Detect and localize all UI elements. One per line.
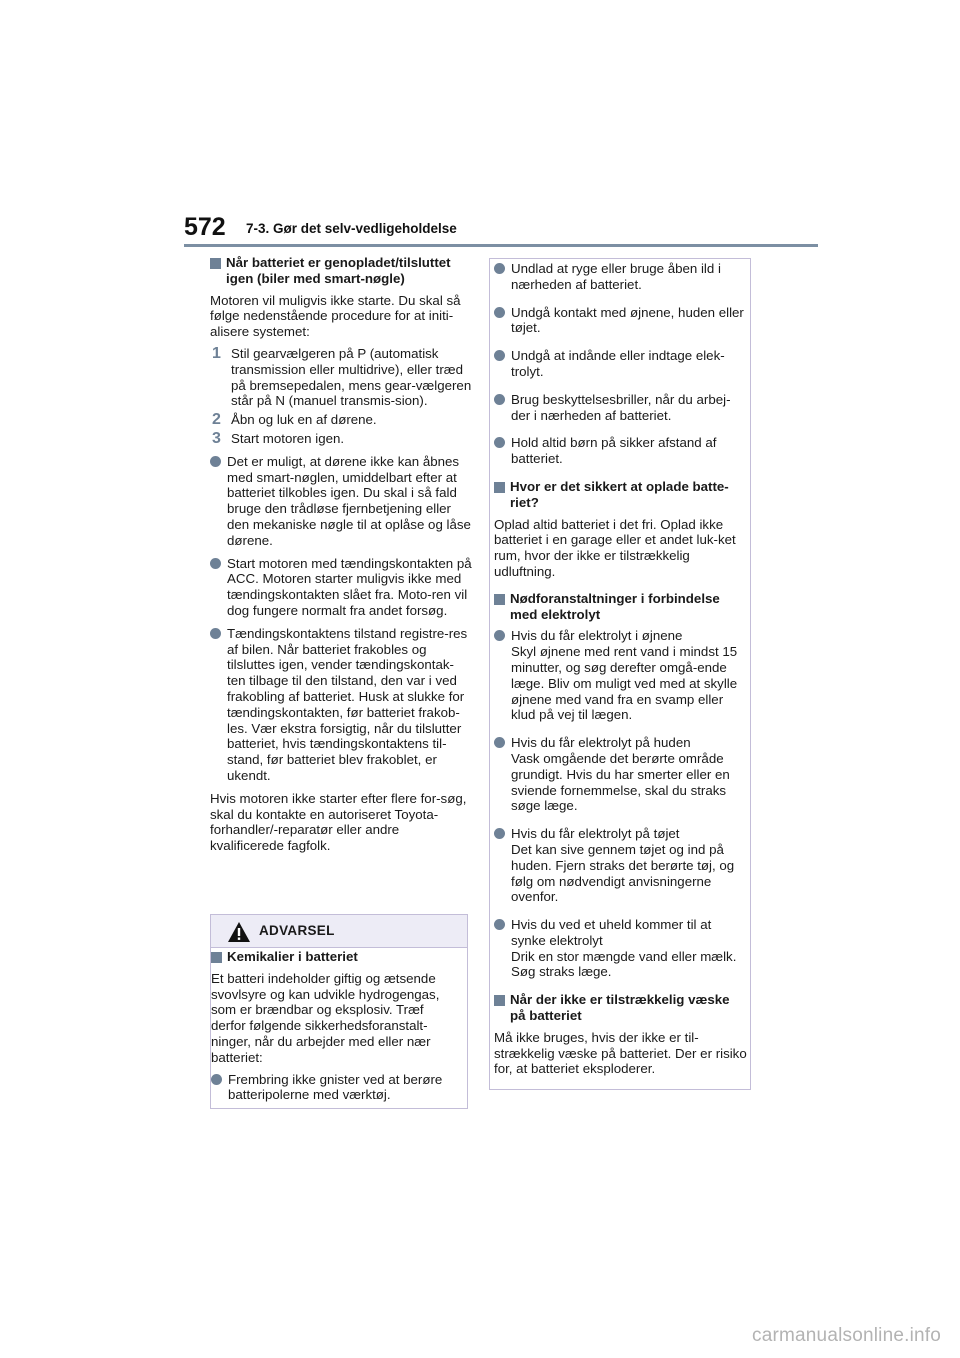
bullet-item xyxy=(494,735,748,814)
square-bullet-icon xyxy=(494,995,505,1006)
round-bullet-icon xyxy=(494,350,505,361)
square-bullet-icon xyxy=(494,482,505,493)
bullet-text: Det kan sive gennem tøjet og ind på huden. Fjern straks det berørte tøj, og følg om nødvendigt anvisningerne ovenfor. xyxy=(511,841,735,905)
warning-paragraph: Et batteri indeholder giftig og ætsende svovlsyre og kan udvikle hydrogengas, som er brændbar og eksplosiv. Træf derfor følgende sikkerhedsforanstalt-ninger, når du arbejder med eller nær batteriet: xyxy=(211,970,440,1065)
subheading-where-charge xyxy=(494,479,748,511)
closing-paragraph: Hvis motoren ikke starter efter flere for-søg, skal du kontakte en autoriseret Toyota-forhandler/-reparatør eller andre kvalificerede fagfolk. xyxy=(210,790,467,854)
round-bullet-icon xyxy=(494,307,505,318)
step-text: Stil gearvælgeren på P (automatisk transmission eller multidrive), eller træd på bremsepedalen, mens gear-vælgeren står på N (manuel transmis-sion). xyxy=(231,345,472,409)
warning-heading-text: Kemikalier i batteriet xyxy=(227,949,358,964)
step-item xyxy=(210,346,472,409)
round-bullet-icon xyxy=(494,394,505,405)
header-rule xyxy=(184,244,818,247)
intro-paragraph: Motoren vil muligvis ikke starte. Du skal så følge nedenstående procedure for at initi-alisere systemet: xyxy=(210,292,461,340)
round-bullet-icon xyxy=(210,558,221,569)
square-bullet-icon xyxy=(211,952,222,963)
bullet-item xyxy=(494,348,748,380)
bullet-item xyxy=(210,454,472,549)
subheading-emergency xyxy=(494,591,748,623)
charging-paragraph: Oplad altid batteriet i det fri. Oplad ikke batteriet i en garage eller et andet luk-ket rum, hvor der ikke er tilstrækkelig udluftning. xyxy=(494,516,736,579)
bullet-item xyxy=(494,261,748,293)
bullet-text: Undgå at indånde eller indtage elek-trolyt. xyxy=(511,348,725,379)
bullet-item xyxy=(494,305,748,337)
bullet-item xyxy=(494,392,748,424)
step-text: Start motoren igen. xyxy=(231,430,345,446)
round-bullet-icon xyxy=(494,828,505,839)
bullet-item xyxy=(494,917,748,980)
bullet-title: Hvis du får elektrolyt på tøjet xyxy=(511,826,680,842)
round-bullet-icon xyxy=(494,437,505,448)
bullet-text: Skyl øjnene med rent vand i mindst 15 minutter, og søg derefter omgå-ende læge. Bliv om muligt ved med at skylle øjnene med vand fra en svamp eller klud på vej til lægen. xyxy=(511,644,738,723)
warning-bullet-text: Frembring ikke gnister ved at berøre batteripolerne med værktøj. xyxy=(228,1071,443,1103)
warning-box xyxy=(210,914,468,1109)
bullet-item xyxy=(494,826,748,905)
step-number: 2 xyxy=(212,411,221,429)
bullet-text: Undlad at ryge eller bruge åben ild i nærheden af batteriet. xyxy=(511,261,721,292)
page-number: 572 xyxy=(184,213,226,241)
warning-header xyxy=(211,915,467,948)
subheading-text: Hvor er det sikkert at oplade batte-riet? xyxy=(510,478,729,510)
bullet-text: Tændingskontaktens tilstand registre-res af bilen. Når batteriet frakobles og tilsluttes igen, vender tændingskontak-ten tilbage til den tilstand, den var i ved frakobling af batteriet. Husk at slukke for tændingskontakten, før batteriet frakob-les. Vær ekstra forsigtig, når du tilslutter batteriet, hvis tændingskontaktens til-stand, før batteriet blev frakoblet, er ukendt. xyxy=(227,625,468,783)
right-column xyxy=(494,261,748,1083)
section-title: 7-3. Gør det selv-vedligeholdelse xyxy=(246,221,457,236)
step-number: 3 xyxy=(212,429,221,447)
bullet-item xyxy=(494,628,748,723)
square-bullet-icon xyxy=(494,594,505,605)
warning-subheading xyxy=(211,949,461,965)
bullet-text: Hold altid børn på sikker afstand af batteriet. xyxy=(511,435,717,467)
step-item xyxy=(210,412,472,428)
round-bullet-icon xyxy=(494,737,505,748)
bullet-text: Det er muligt, at dørene ikke kan åbnes med smart-nøglen, umiddelbart efter at batteriet tilkobles igen. Du skal i så fald bruge den trådløse fjernbetjening eller den mekaniske nøgle til at oplåse og låse dørene. xyxy=(227,453,471,548)
round-bullet-icon xyxy=(494,630,505,641)
round-bullet-icon xyxy=(494,919,505,930)
round-bullet-icon xyxy=(210,456,221,467)
step-number: 1 xyxy=(212,344,221,362)
subheading-text: Når batteriet er genopladet/tilsluttet igen (biler med smart-nøgle) xyxy=(226,255,451,286)
subheading-text: Når der ikke er tilstrækkelig væske på batteriet xyxy=(510,992,730,1024)
bullet-item xyxy=(210,626,472,784)
bullet-text: Drik en stor mængde vand eller mælk. Søg straks læge. xyxy=(511,948,737,980)
step-text: Åbn og luk en af dørene. xyxy=(231,412,377,428)
left-column xyxy=(210,255,472,860)
bullet-text: Vask omgående det berørte område grundigt. Hvis du har smerter eller en sviende fornemmelse, skal du straks søge læge. xyxy=(511,750,730,814)
bullet-text: Brug beskyttelsesbriller, når du arbej-der i nærheden af batteriet. xyxy=(511,391,731,423)
bullet-item xyxy=(210,556,472,619)
bullet-title: Hvis du ved et uheld kommer til at synke elektrolyt xyxy=(511,917,712,948)
watermark: carmanualsonline.info xyxy=(752,1325,942,1346)
bullet-title: Hvis du får elektrolyt på huden xyxy=(511,735,691,751)
bullet-text: Start motoren med tændingskontakten på ACC. Motoren starter muligvis ikke med tændingskontakten slået fra. Moto-ren vil dog fungere normalt fra andet forsøg. xyxy=(227,555,472,618)
round-bullet-icon xyxy=(494,263,505,274)
step-item xyxy=(210,431,472,447)
subheading-reconnected xyxy=(210,255,472,287)
warning-triangle-icon xyxy=(227,921,251,943)
bullet-title: Hvis du får elektrolyt i øjnene xyxy=(511,628,683,644)
subheading-low-fluid xyxy=(494,992,748,1024)
bullet-text: Undgå kontakt med øjnene, huden eller tøjet. xyxy=(511,304,744,336)
round-bullet-icon xyxy=(211,1074,222,1085)
warning-bullet xyxy=(211,1072,461,1104)
low-fluid-paragraph: Må ikke bruges, hvis der ikke er til-strækkelig væske på batteriet. Der er risiko for, at batteriet eksploderer. xyxy=(494,1029,747,1077)
round-bullet-icon xyxy=(210,628,221,639)
square-bullet-icon xyxy=(210,258,221,269)
subheading-text: Nødforanstaltninger i forbindelse med elektrolyt xyxy=(510,590,720,622)
warning-title: ADVARSEL xyxy=(259,923,335,938)
bullet-item xyxy=(494,435,748,467)
